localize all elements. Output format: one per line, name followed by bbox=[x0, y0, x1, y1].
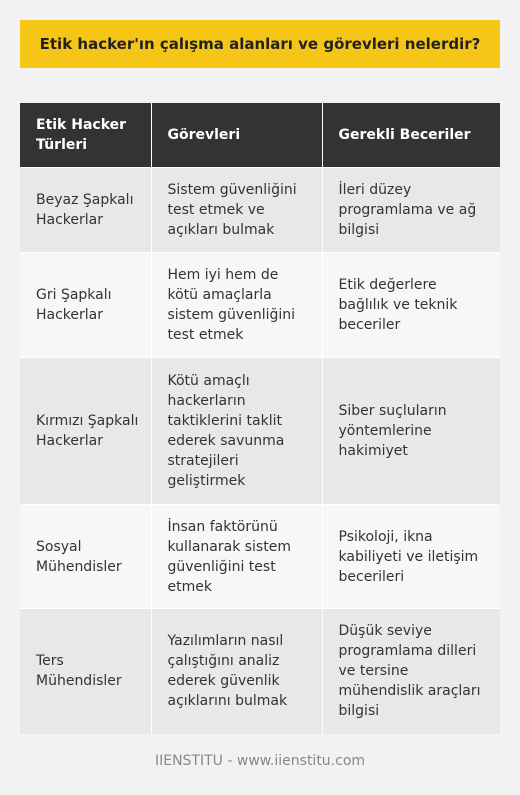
column-header-tasks: Görevleri bbox=[151, 103, 322, 168]
cell-task: İnsan faktörünü kullanarak sistem güvenliğini test etmek bbox=[151, 505, 322, 609]
cell-skill: Düşük seviye programlama dilleri ve tersine mühendislik araçları bilgisi bbox=[322, 609, 500, 734]
cell-type: Ters Mühendisler bbox=[20, 609, 151, 734]
hacker-types-table bbox=[20, 103, 500, 734]
cell-type: Sosyal Mühendisler bbox=[20, 505, 151, 609]
cell-task: Yazılımların nasıl çalıştığını analiz ederek güvenlik açıklarını bulmak bbox=[151, 609, 322, 734]
title-banner bbox=[20, 20, 500, 68]
cell-skill: Etik değerlere bağlılık ve teknik beceriler bbox=[322, 253, 500, 358]
footer-credit: IIENSTITU - www.iienstitu.com bbox=[154, 753, 366, 769]
table-row bbox=[20, 168, 500, 253]
cell-skill: Psikoloji, ikna kabiliyeti ve iletişim becerileri bbox=[322, 505, 500, 609]
table-row bbox=[20, 253, 500, 358]
column-header-skills: Gerekli Beceriler bbox=[322, 103, 500, 168]
cell-task: Hem iyi hem de kötü amaçlarla sistem güvenliğini test etmek bbox=[151, 253, 322, 358]
cell-skill: Siber suçluların yöntemlerine hakimiyet bbox=[322, 358, 500, 505]
cell-type: Beyaz Şapkalı Hackerlar bbox=[20, 168, 151, 253]
cell-task: Sistem güvenliğini test etmek ve açıkları bulmak bbox=[151, 168, 322, 253]
column-header-types: Etik Hacker Türleri bbox=[20, 103, 151, 168]
table-row bbox=[20, 358, 500, 505]
cell-task: Kötü amaçlı hackerların taktiklerini taklit ederek savunma stratejileri geliştirmek bbox=[151, 358, 322, 505]
page-title: Etik hacker'ın çalışma alanları ve görevleri nelerdir? bbox=[39, 35, 481, 53]
cell-skill: İleri düzey programlama ve ağ bilgisi bbox=[322, 168, 500, 253]
table-header-row bbox=[20, 103, 500, 168]
table-row bbox=[20, 505, 500, 609]
cell-type: Gri Şapkalı Hackerlar bbox=[20, 253, 151, 358]
table-row bbox=[20, 609, 500, 734]
cell-type: Kırmızı Şapkalı Hackerlar bbox=[20, 358, 151, 505]
